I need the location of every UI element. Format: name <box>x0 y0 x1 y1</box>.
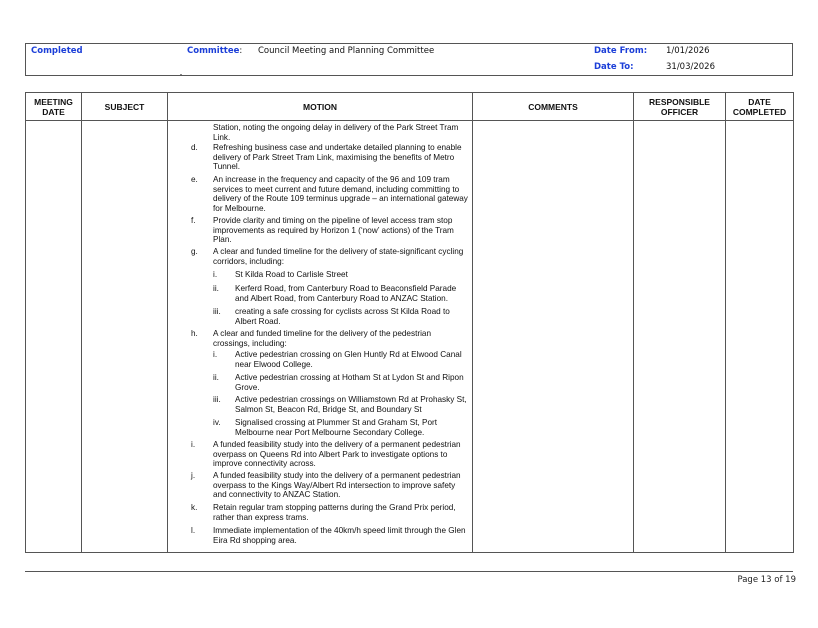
motion-item-text: Provide clarity and timing on the pipeline of level access tram stop improvements as required by Horizon 1 (‘now’ actions) of the Tram Plan. <box>213 216 454 244</box>
motion-item-text: A funded feasibility study into the delivery of a permanent pedestrian overpass to the Kings Way/Albert Rd intersection to improve safety and connectivity to ANZAC Station. <box>213 471 461 499</box>
motion-item-text: Signalised crossing at Plummer St and Graham St, Port Melbourne near Port Melbourne Secondary College. <box>235 418 438 437</box>
table-header-row <box>26 93 794 121</box>
motion-item-label: h. <box>191 329 198 338</box>
page-number: Page 13 of 19 <box>737 575 796 585</box>
motion-item-text: Refreshing business case and undertake detailed planning to enable delivery of Park Street Tram Link, maximising the benefits of Metro Tunnel. <box>213 143 462 171</box>
motion-item-label: ii. <box>213 284 219 293</box>
date-to-value: 31/03/2026 <box>666 62 715 72</box>
responsible-officer-cell <box>634 121 726 553</box>
motion-item-label: f. <box>191 216 196 225</box>
meeting-date-cell <box>26 121 82 553</box>
col-header-subject: SUBJECT <box>82 93 168 121</box>
motions-table <box>25 92 794 553</box>
motion-item-text: A funded feasibility study into the delivery of a permanent pedestrian overpass on Queens Rd into Albert Park to investigate options to improve connectivity across. <box>213 440 461 468</box>
motion-item-label: l. <box>191 526 196 535</box>
motion-item-label: iv. <box>213 418 221 427</box>
motion-item-text: A clear and funded timeline for the delivery of the pedestrian crossings, including: <box>213 329 432 348</box>
motion-item-text: An increase in the frequency and capacity of the 96 and 109 tram services to meet current and future demand, including committing to delivery of the Route 109 terminus upgrade – an international gateway for Melbourne. <box>213 175 468 213</box>
motion-item-label: i. <box>213 270 218 279</box>
motion-item-text: Retain regular tram stopping patterns during the Grand Prix period, rather than express trams. <box>213 503 456 522</box>
date-to-label: Date To: <box>594 62 634 72</box>
motion-item-text: St Kilda Road to Carlisle Street <box>235 270 348 279</box>
footer-rule <box>25 571 793 572</box>
col-header-comments: COMMENTS <box>473 93 634 121</box>
motion-item-text: A clear and funded timeline for the delivery of state-significant cycling corridors, including: <box>213 247 464 266</box>
motion-item-label: ii. <box>213 373 219 382</box>
motion-cell <box>168 121 473 553</box>
motion-item-text: Immediate implementation of the 40km/h speed limit through the Glen Eira Rd shopping area. <box>213 526 466 545</box>
col-header-motion: MOTION <box>168 93 473 121</box>
committee-value: Council Meeting and Planning Committee <box>258 46 435 56</box>
motion-item-text: Kerferd Road, from Canterbury Road to Beaconsfield Parade and Albert Road, from Canterbury Road to ANZAC Station. <box>235 284 457 303</box>
table-row <box>26 121 794 553</box>
motion-item-label: j. <box>191 471 196 480</box>
committee-label: Committee: <box>187 46 243 56</box>
motion-item-label: i. <box>213 350 218 359</box>
subject-cell <box>82 121 168 553</box>
date-from-label: Date From: <box>594 46 648 56</box>
motion-item-text: creating a safe crossing for cyclists across St Kilda Road to Albert Road. <box>235 307 450 326</box>
col-header-meeting-date: MEETING DATE <box>26 93 82 121</box>
date-completed-cell <box>726 121 794 553</box>
motion-item-text: Active pedestrian crossing at Hotham St at Lydon St and Ripon Grove. <box>235 373 464 392</box>
motion-item-label: i. <box>191 440 196 449</box>
date-from-value: 1/01/2026 <box>666 46 710 56</box>
motion-list <box>168 121 472 552</box>
motion-item-label: iii. <box>213 395 221 404</box>
col-header-responsible-officer: RESPONSIBLE OFFICER <box>634 93 726 121</box>
motion-item-label: g. <box>191 247 198 256</box>
header-divider-mark <box>180 74 182 75</box>
status-label: Completed <box>31 46 83 56</box>
motion-item-text: Station, noting the ongoing delay in delivery of the Park Street Tram Link. <box>213 123 459 142</box>
motion-item-label: d. <box>191 143 198 152</box>
comments-cell <box>473 121 634 553</box>
motion-item-text: Active pedestrian crossing on Glen Huntly Rd at Elwood Canal near Elwood College. <box>235 350 462 369</box>
motion-item-label: e. <box>191 175 198 184</box>
motion-item-label: k. <box>191 503 198 512</box>
col-header-date-completed: DATE COMPLETED <box>726 93 794 121</box>
report-header <box>25 43 793 76</box>
motion-item-text: Active pedestrian crossings on Williamstown Rd at Prohasky St, Salmon St, Beacon Rd, Bridge St, and Boundary St <box>235 395 467 414</box>
motion-item-label: iii. <box>213 307 221 316</box>
